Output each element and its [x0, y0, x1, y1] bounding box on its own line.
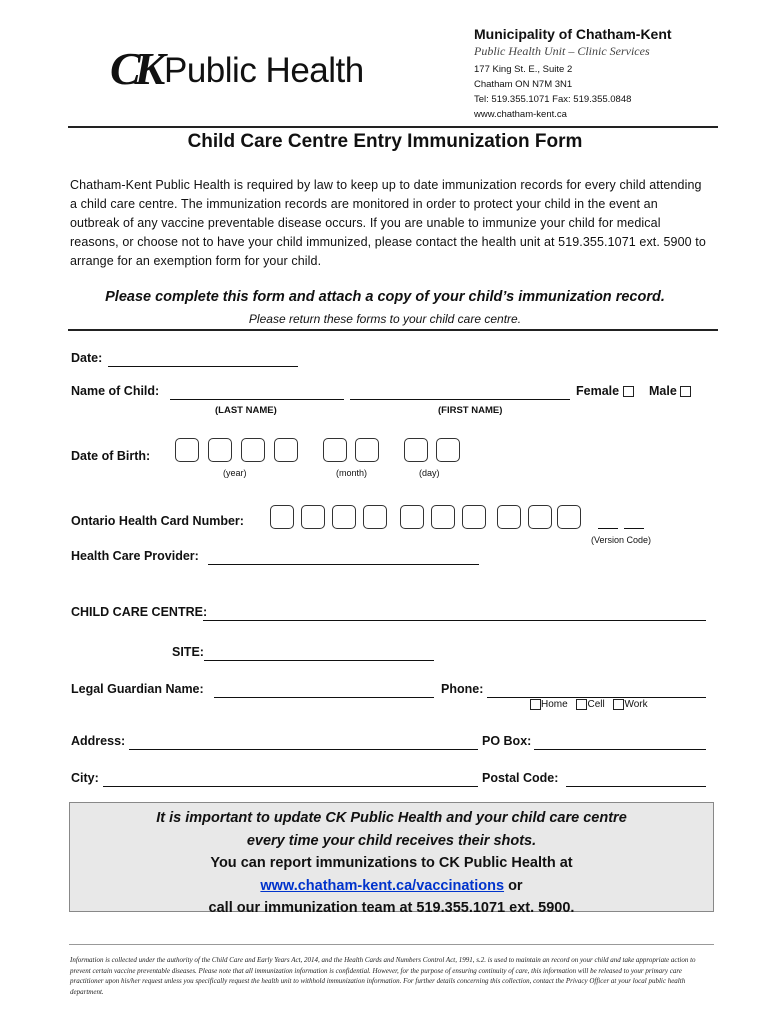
notice-line-3: You can report immunizations to CK Public Health at: [210, 855, 573, 871]
health-card-label: Ontario Health Card Number:: [71, 514, 244, 528]
health-card-box-8[interactable]: [497, 505, 521, 529]
legal-guardian-field[interactable]: [214, 697, 434, 698]
dob-year-box-1[interactable]: [175, 438, 199, 462]
work-checkbox[interactable]: [613, 699, 624, 710]
date-of-birth-label: Date of Birth:: [71, 449, 151, 463]
intro-paragraph: Chatham-Kent Public Health is required by law to keep up to date immunization records for every child attending a child care centre. The immunization records are monitored in order to protect your child in the event an outbreak of any vaccine preventable disease occurs. If you are unable to immunize your child for medical reasons, or choose not to have your child immunized, please contact the health unit at 519.355.1071 ext. 5900 to arrange for an exemption form for your child.: [70, 178, 706, 268]
last-name-field[interactable]: [170, 399, 344, 400]
male-option[interactable]: [649, 384, 691, 398]
dob-month-box-1[interactable]: [323, 438, 347, 462]
health-card-box-3[interactable]: [332, 505, 356, 529]
unit-name: Public Health Unit – Clinic Services: [474, 44, 650, 58]
health-care-provider-field[interactable]: [208, 564, 479, 565]
return-note: Please return these forms to your child care centre.: [248, 312, 522, 326]
health-card-box-1[interactable]: [270, 505, 294, 529]
organization-block: [474, 26, 734, 122]
version-code-caption: (Version Code): [591, 535, 652, 545]
name-of-child-label: Name of Child:: [71, 384, 160, 398]
vaccinations-link[interactable]: www.chatham-kent.ca/vaccinations: [260, 877, 505, 894]
footer-divider: [69, 944, 714, 945]
city-field[interactable]: [103, 786, 478, 787]
logo-text: Public Health: [164, 51, 364, 90]
child-care-centre-label: CHILD CARE CENTRE:: [71, 605, 208, 619]
health-card-box-6[interactable]: [431, 505, 455, 529]
day-caption: (day): [419, 468, 440, 478]
website[interactable]: www.chatham-kent.ca: [474, 109, 567, 120]
first-name-caption: (FIRST NAME): [438, 405, 503, 416]
notice-box: [69, 802, 714, 916]
site-label: SITE:: [172, 645, 204, 659]
municipality-name: Municipality of Chatham-Kent: [474, 26, 672, 42]
ck-public-health-logo: [110, 44, 400, 102]
home-label: Home: [541, 699, 568, 711]
female-option[interactable]: [576, 384, 634, 398]
legal-guardian-label: Legal Guardian Name:: [71, 682, 204, 696]
child-care-centre-field[interactable]: [203, 620, 706, 621]
last-name-caption: (LAST NAME): [215, 405, 277, 416]
work-label: Work: [624, 699, 648, 711]
privacy-footer: Information is collected under the authority of the Child Care and Early Years Act, 2014, and the Health Cards and Numbers Control Act, 1991, s.2. is used to maintain an record on your child and take appropriate action to prevent certain vaccine preventable diseases. Please note that all immunization information is confidential. However, for the purpose of ensuring continuity of care, this information will be released to your primary care practitioner upon his/her request unless you specifically request the health unit to withhold immunization information. For further details concerning this collection, contact the Privacy Officer at your local public health department.: [70, 956, 696, 996]
female-label: Female: [576, 384, 620, 398]
address-field[interactable]: [129, 749, 478, 750]
first-name-field[interactable]: [350, 399, 570, 400]
notice-line-1: It is important to update CK Public Health and your child care centre: [156, 810, 627, 826]
postal-code-field[interactable]: [566, 786, 706, 787]
date-label: Date:: [71, 351, 103, 365]
version-code-field-2[interactable]: [624, 528, 644, 529]
version-code-field-1[interactable]: [598, 528, 618, 529]
male-label: Male: [649, 384, 677, 398]
address-line-1: 177 King St. E., Suite 2: [474, 64, 573, 75]
home-checkbox[interactable]: [530, 699, 541, 710]
health-card-box-5[interactable]: [400, 505, 424, 529]
city-label: City:: [71, 771, 99, 785]
notice-link-suffix: or: [504, 877, 523, 894]
site-field[interactable]: [204, 660, 434, 661]
section-divider: [68, 329, 718, 331]
address-label: Address:: [71, 734, 126, 748]
date-field[interactable]: [108, 366, 298, 367]
health-care-provider-label: Health Care Provider:: [71, 549, 199, 563]
dob-day-box-1[interactable]: [404, 438, 428, 462]
month-caption: (month): [336, 468, 368, 478]
dob-year-box-3[interactable]: [241, 438, 265, 462]
dob-day-box-2[interactable]: [436, 438, 460, 462]
year-caption: (year): [223, 468, 247, 478]
postal-code-label: Postal Code:: [482, 771, 559, 785]
dob-year-box-2[interactable]: [208, 438, 232, 462]
cell-checkbox[interactable]: [576, 699, 587, 710]
logo-ck-mark: CK: [110, 43, 160, 94]
po-box-field[interactable]: [534, 749, 706, 750]
phone-fax: Tel: 519.355.1071 Fax: 519.355.0848: [474, 94, 632, 105]
po-box-label: PO Box:: [482, 734, 532, 748]
dob-month-box-2[interactable]: [355, 438, 379, 462]
notice-line-5: call our immunization team at 519.355.1071 ext. 5900.: [208, 900, 575, 916]
phone-type-options: [530, 699, 648, 710]
header-divider: [68, 126, 718, 128]
health-card-box-10[interactable]: [557, 505, 581, 529]
notice-line-4: [70, 875, 713, 898]
female-checkbox[interactable]: [623, 386, 634, 397]
address-line-2: Chatham ON N7M 3N1: [474, 79, 573, 90]
health-card-box-2[interactable]: [301, 505, 325, 529]
phone-field[interactable]: [487, 697, 706, 698]
phone-label: Phone:: [441, 682, 484, 696]
health-card-box-7[interactable]: [462, 505, 486, 529]
form-title: Child Care Centre Entry Immunization Form: [187, 131, 583, 152]
notice-line-2: every time your child receives their shots.: [246, 832, 537, 849]
instruction-text: Please complete this form and attach a copy of your child’s immunization record.: [105, 289, 665, 305]
health-card-box-4[interactable]: [363, 505, 387, 529]
cell-label: Cell: [587, 699, 605, 711]
health-card-box-9[interactable]: [528, 505, 552, 529]
male-checkbox[interactable]: [680, 386, 691, 397]
dob-year-box-4[interactable]: [274, 438, 298, 462]
